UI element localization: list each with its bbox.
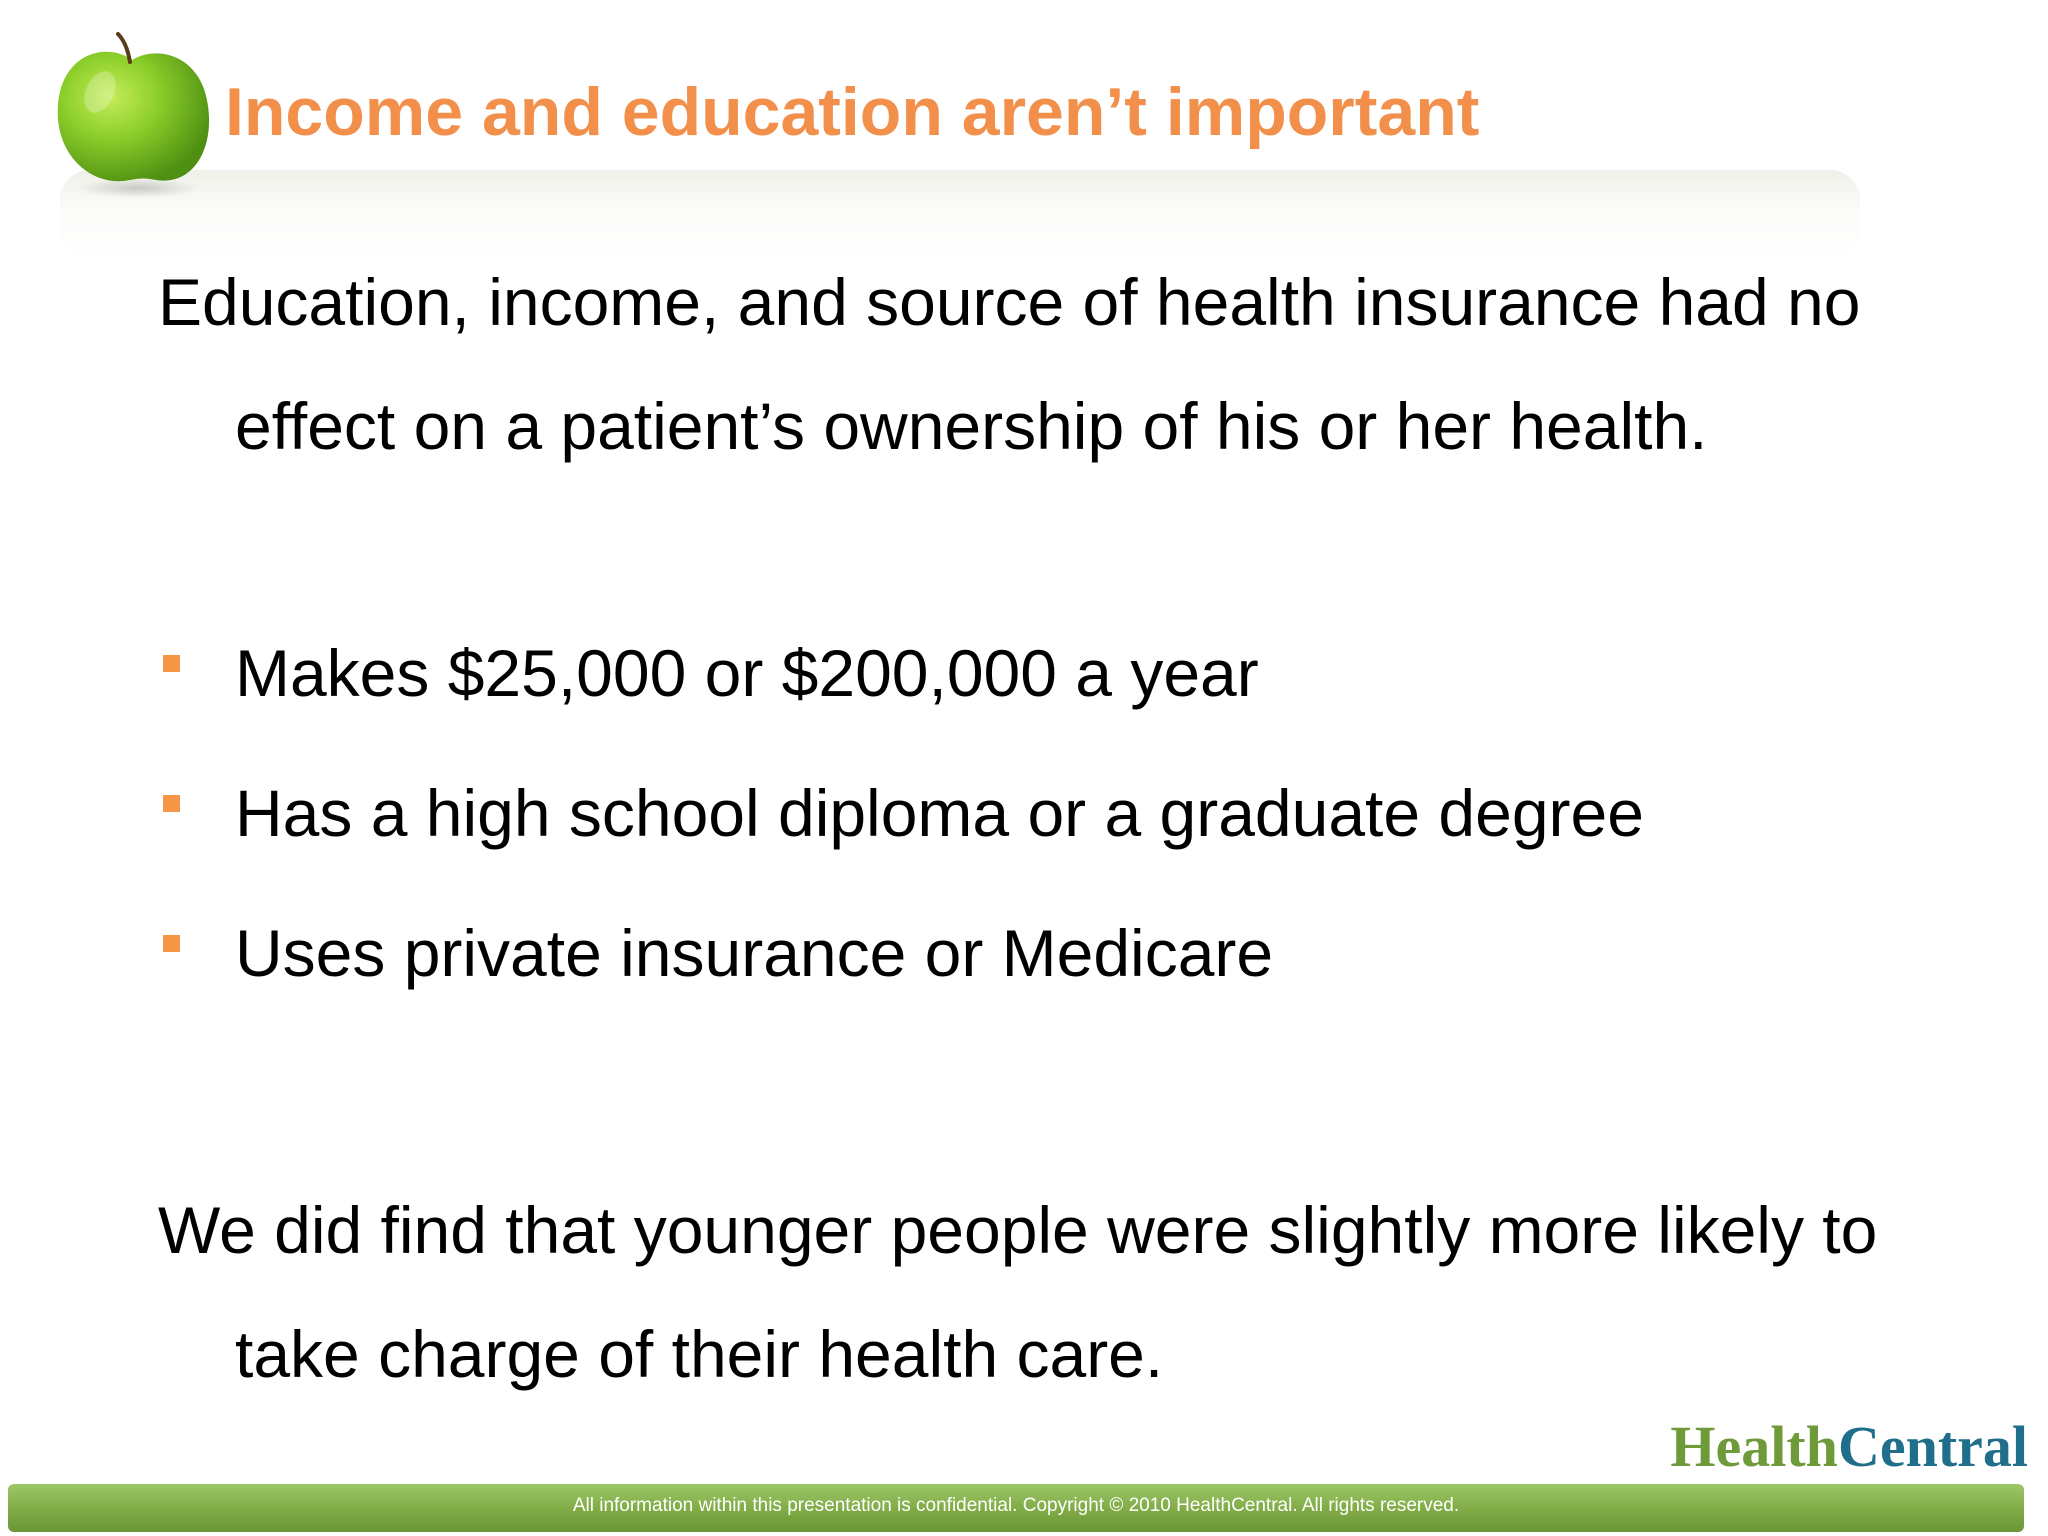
footer-copyright: All information within this presentation is confidential. Copyright © 2010 HealthCentral. All rights reserved. — [572, 1495, 1460, 1516]
bullet-item — [158, 618, 1644, 758]
bullet-item — [158, 898, 1644, 1038]
square-bullet-icon — [163, 795, 180, 812]
logo-health-text: Health — [1670, 1414, 1838, 1479]
intro-paragraph: Education, income, and source of health insurance had no effect on a patient’s ownership of his or her health. — [158, 265, 1861, 463]
bullet-text: Uses private insurance or Medicare — [235, 916, 1274, 990]
footer-bar — [8, 1484, 2024, 1532]
slide-title: Income and education aren’t important — [225, 74, 1480, 150]
bullet-text: Has a high school diploma or a graduate degree — [235, 776, 1644, 850]
bullet-item — [158, 758, 1644, 898]
bullet-text: Makes $25,000 or $200,000 a year — [235, 636, 1259, 710]
conclusion-paragraph: We did find that younger people were slightly more likely to take charge of their health care. — [158, 1193, 1878, 1391]
green-apple-icon — [48, 30, 218, 200]
bullet-list — [158, 618, 1644, 1038]
logo-central-text: Central — [1837, 1414, 2028, 1479]
square-bullet-icon — [163, 655, 180, 672]
square-bullet-icon — [163, 935, 180, 952]
healthcentral-logo — [1670, 1414, 2028, 1479]
